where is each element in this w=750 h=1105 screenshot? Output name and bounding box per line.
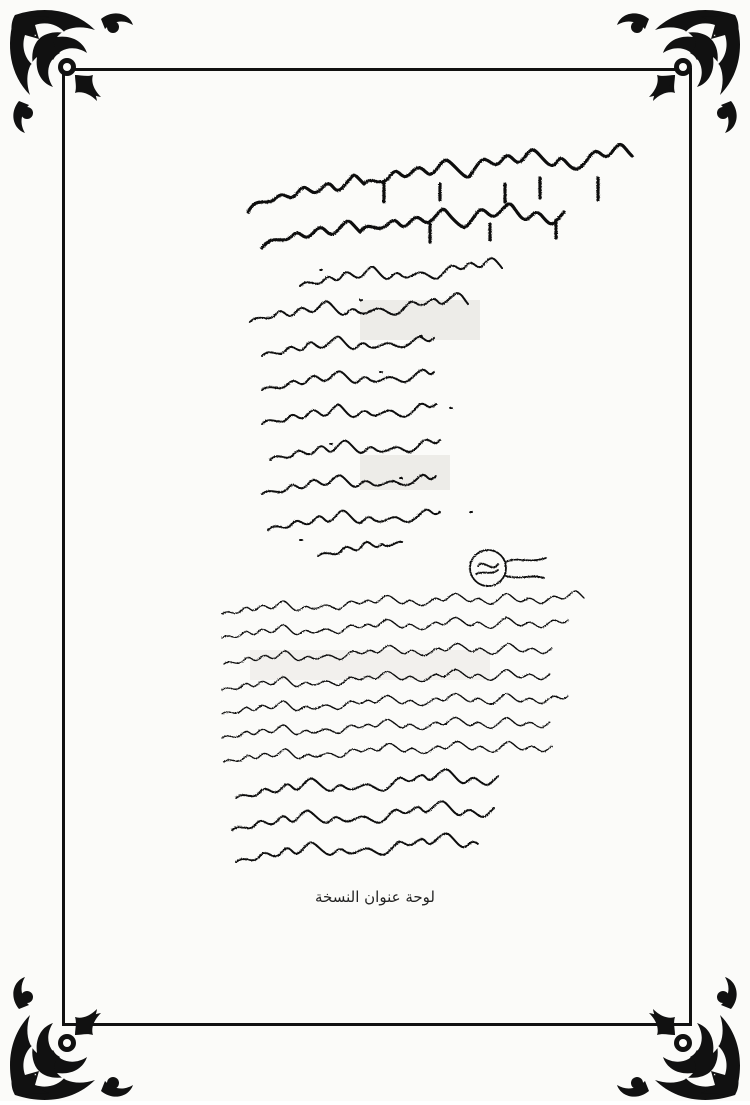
plate-caption: لوحة عنوان النسخة bbox=[315, 888, 435, 906]
